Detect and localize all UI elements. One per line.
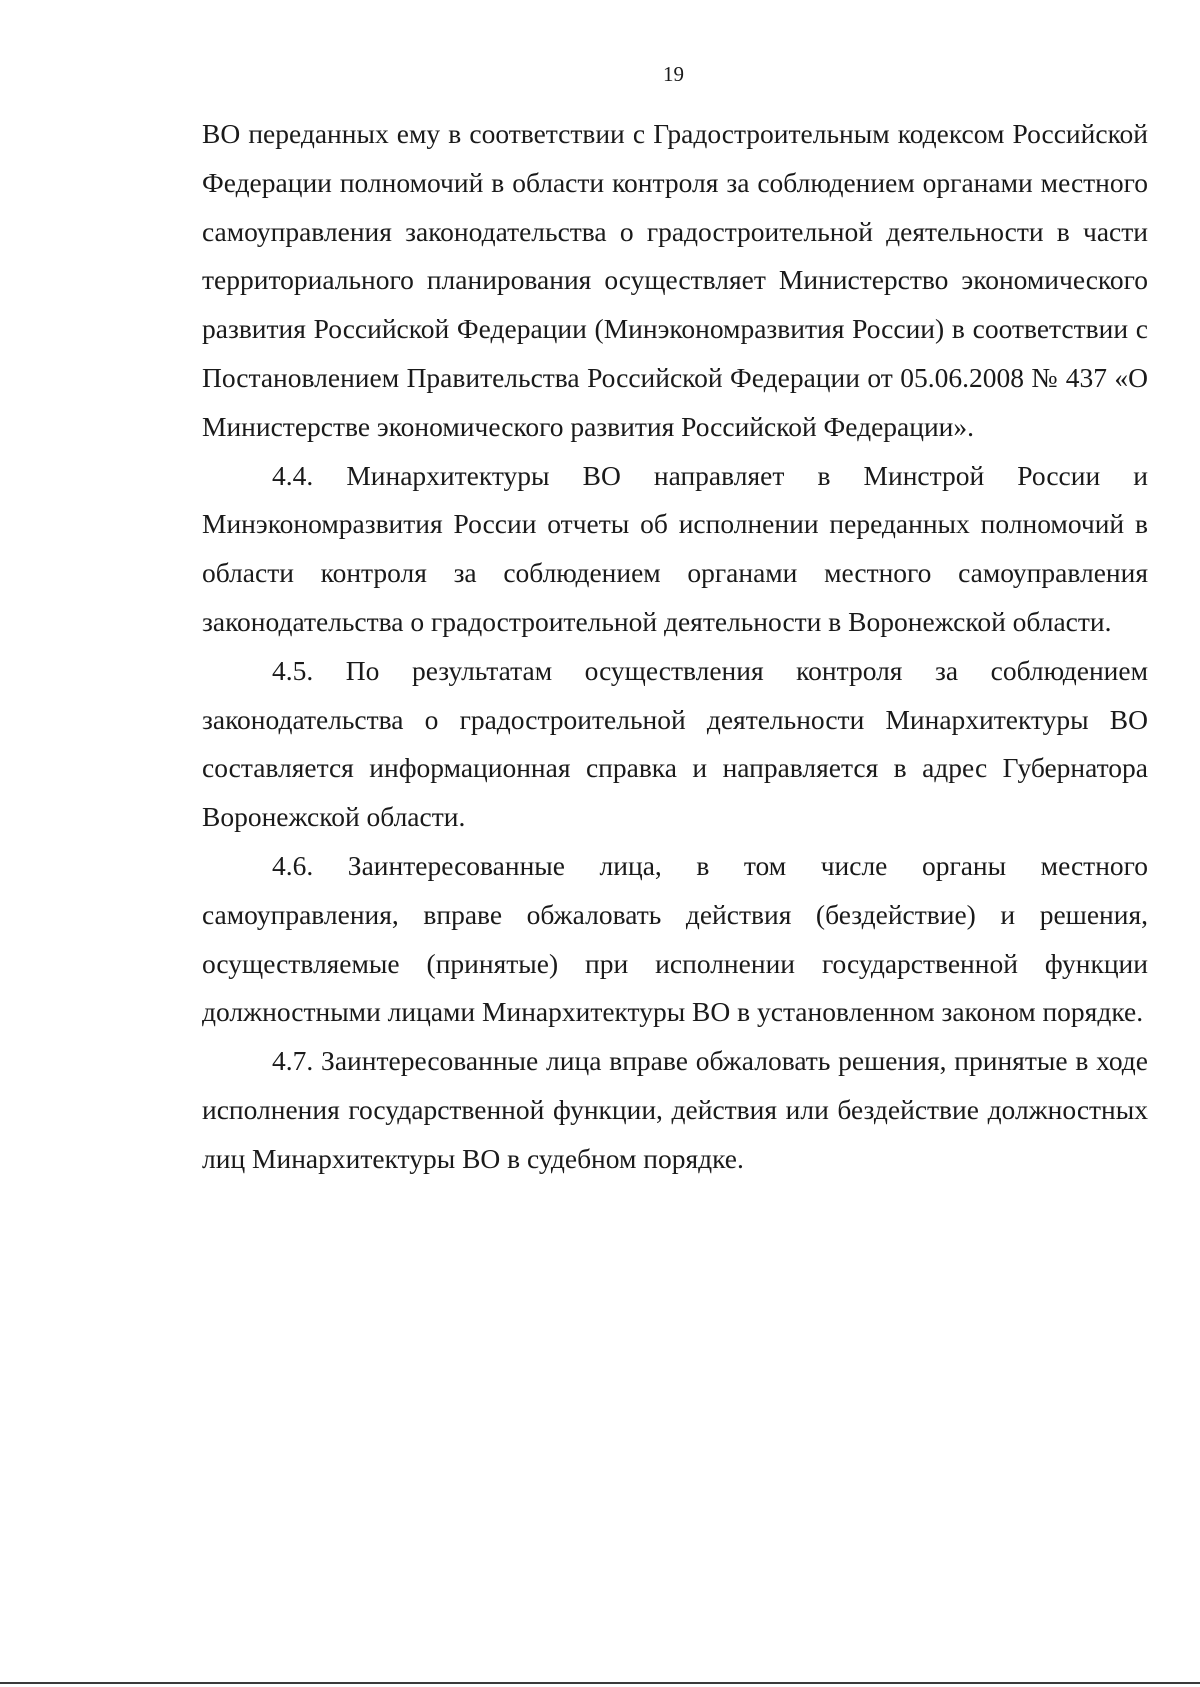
paragraph-4-5: 4.5. По результатам осуществления контроля за соблюдением законодательства о градостроительной деятельности Минархитектуры ВО составляется информационная справка и направляется в адрес Губернатора Воронежской области. [202,654,1148,833]
paragraph-4-7: 4.7. Заинтересованные лица вправе обжаловать решения, принятые в ходе исполнения государственной функции, действия или бездействие должностных лиц Минархитектуры ВО в судебном порядке. [202,1045,1148,1174]
page-bottom-edge [0,1682,1200,1684]
paragraph-4-6: 4.6. Заинтересованные лица, в том числе органы местного самоуправления, вправе обжаловать действия (бездействие) и решения, осуществляемые (принятые) при исполнении государственной функции должностными лицами Минархитектуры ВО в установленном законом порядке. [202,849,1148,1028]
document-body [202,110,1148,1184]
paragraph-continuation: ВО переданных ему в соответствии с Градостроительным кодексом Российской Федерации полномочий в области контроля за соблюдением органами местного самоуправления законодательства о градостроительной деятельности в части территориального планирования осуществляет Министерство экономического развития Российской Федерации (Минэкономразвития России) в соответствии с Постановлением Правительства Российской Федерации от 05.06.2008 № 437 «О Министерстве экономического развития Российской Федерации». [202,118,1148,442]
paragraph-4-4: 4.4. Минархитектуры ВО направляет в Минстрой России и Минэкономразвития России отчеты об исполнении переданных полномочий в области контроля за соблюдением органами местного самоуправления законодательства о градостроительной деятельности в Воронежской области. [202,459,1148,637]
page-number: 19 [663,62,684,86]
